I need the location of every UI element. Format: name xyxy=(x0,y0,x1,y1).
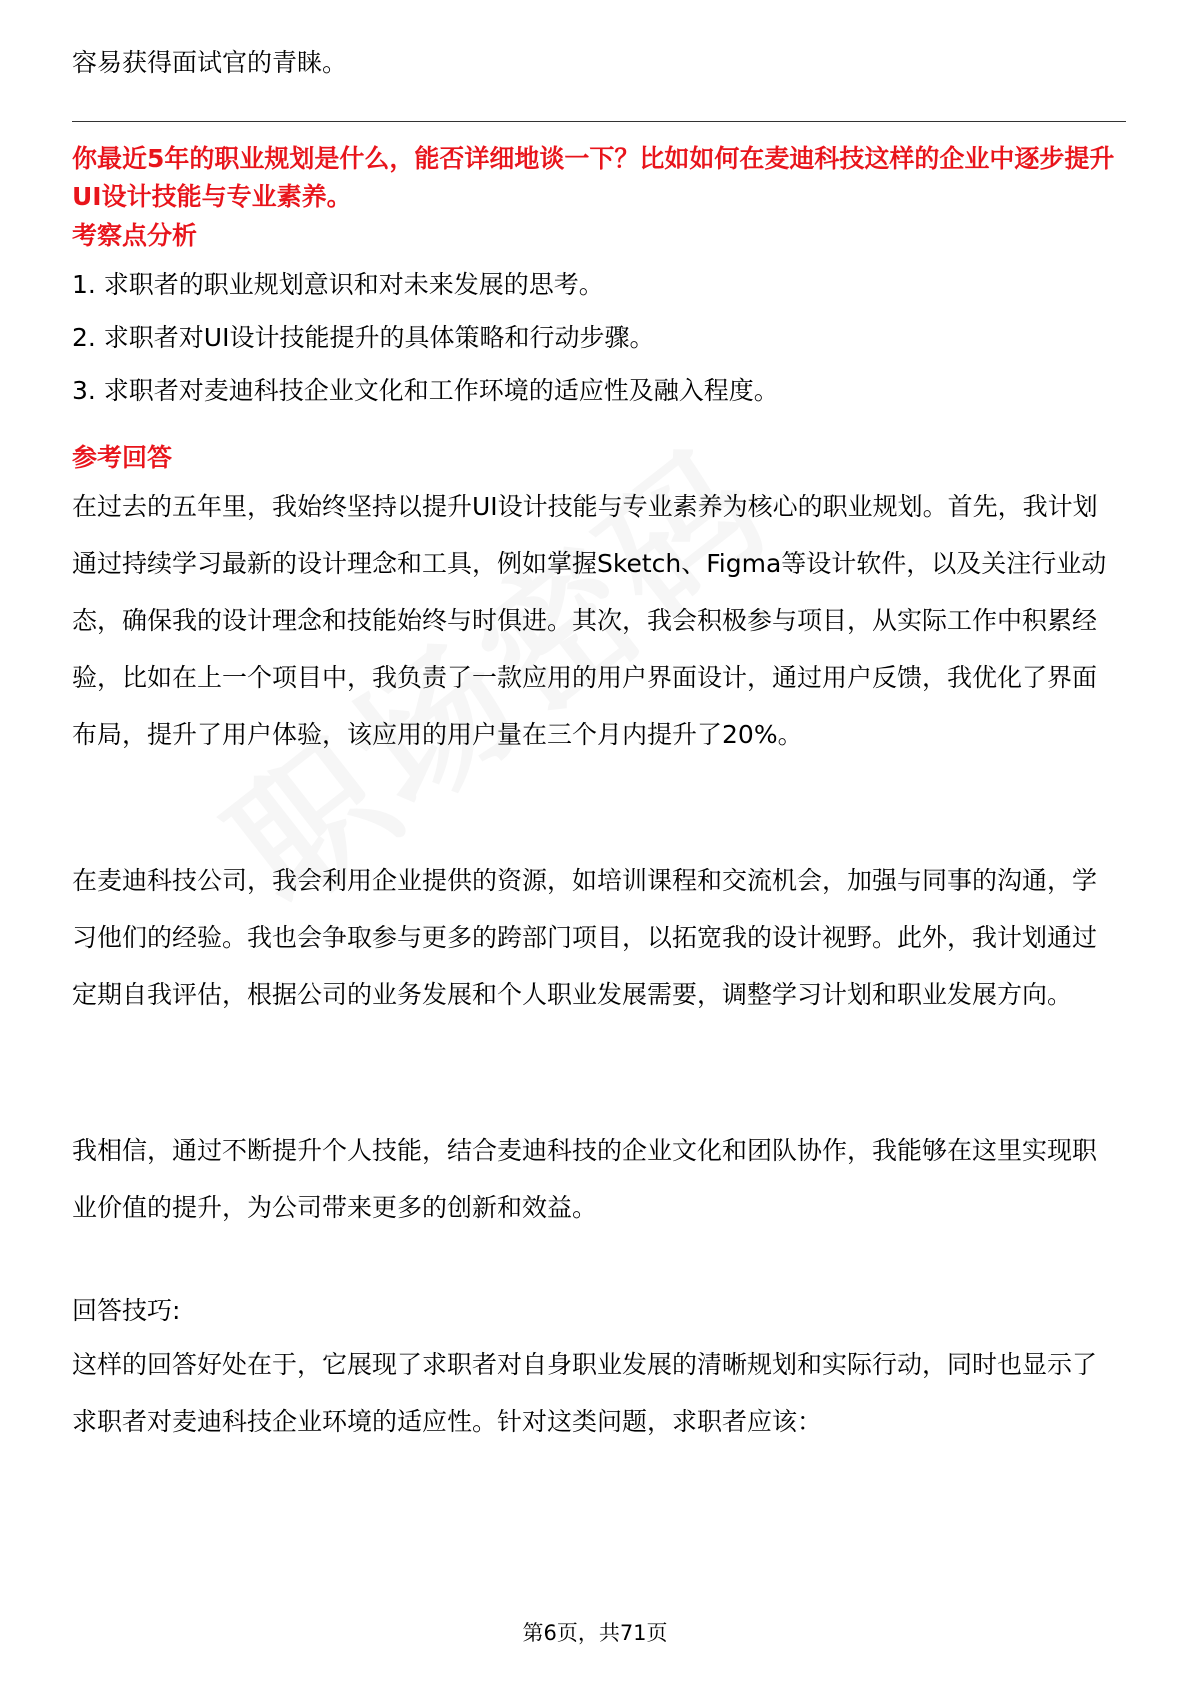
interview-question: 你最近5年的职业规划是什么，能否详细地谈一下？比如如何在麦迪科技这样的企业中逐步提升UI设计技能与专业素养。 xyxy=(72,144,1115,211)
analysis-item: 1. 求职者的职业规划意识和对未来发展的思考。 xyxy=(72,270,604,299)
analysis-item: 3. 求职者对麦迪科技企业文化和工作环境的适应性及融入程度。 xyxy=(72,376,779,405)
page-number: 第6页，共71页 xyxy=(522,1621,668,1645)
reference-paragraph: 在过去的五年里，我始终坚持以提升UI设计技能与专业素养为核心的职业规划。首先，我计划通过持续学习最新的设计理念和工具，例如掌握Sketch、Figma等设计软件，以及关注行业动态，确保我的设计理念和技能始终与时俱进。其次，我会积极参与项目，从实际工作中积累经验，比如在上一个项目中，我负责了一款应用的用户界面设计，通过用户反馈，我优化了界面布局，提升了用户体验，该应用的用户量在三个月内提升了20%。 xyxy=(72,492,1107,749)
reference-paragraph: 在麦迪科技公司，我会利用企业提供的资源，如培训课程和交流机会，加强与同事的沟通，学习他们的经验。我也会争取参与更多的跨部门项目，以拓宽我的设计视野。此外，我计划通过定期自我评估，根据公司的业务发展和个人职业发展需要，调整学习计划和职业发展方向。 xyxy=(72,866,1098,1009)
tips-paragraph: 这样的回答好处在于，它展现了求职者对自身职业发展的清晰规划和实际行动，同时也显示了求职者对麦迪科技企业环境的适应性。针对这类问题，求职者应该： xyxy=(72,1350,1098,1436)
analysis-item: 2. 求职者对UI设计技能提升的具体策略和行动步骤。 xyxy=(72,323,655,352)
analysis-title: 考察点分析 xyxy=(72,221,198,250)
tips-title: 回答技巧: xyxy=(72,1296,181,1325)
reference-title: 参考回答 xyxy=(72,443,173,472)
section-divider xyxy=(72,121,1126,122)
continuation-text: 容易获得面试官的青睐。 xyxy=(72,48,348,77)
reference-paragraph: 我相信，通过不断提升个人技能，结合麦迪科技的企业文化和团队协作，我能够在这里实现职业价值的提升，为公司带来更多的创新和效益。 xyxy=(72,1136,1098,1222)
